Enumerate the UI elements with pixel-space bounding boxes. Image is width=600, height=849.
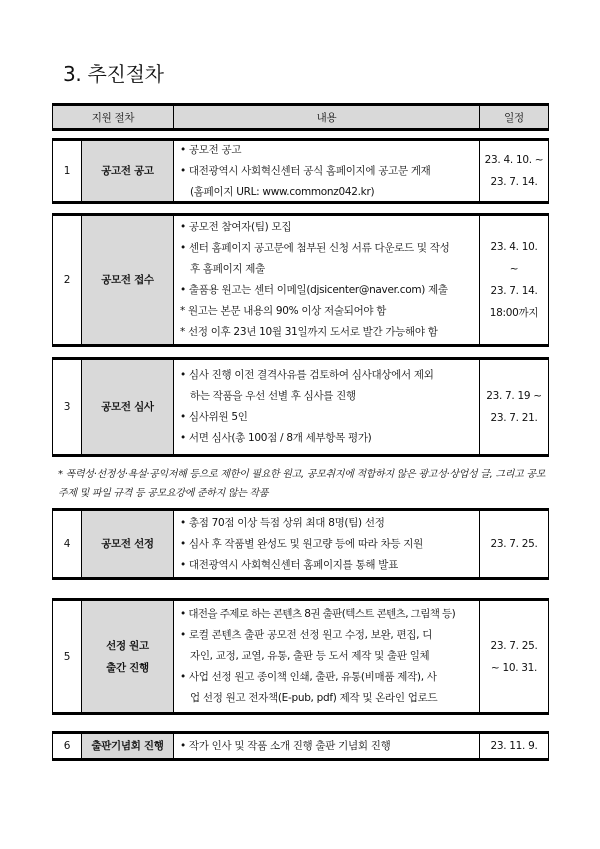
content-line: • 공모전 참여자(팀) 모집 [180, 221, 292, 233]
row-content [174, 216, 480, 344]
header-content: 내용 [174, 106, 480, 128]
row-number: 2 [53, 216, 82, 344]
content-line: • 출품용 원고는 센터 이메일(djsicenter@naver.com) 제출 [180, 284, 448, 296]
row-content [174, 141, 480, 201]
content-line: • 총점 70점 이상 득점 상위 최대 8명(팀) 선정 [180, 516, 385, 529]
exclusion-note: * 폭력성·선정성·욕설·공익저해 등으로 제한이 필요한 원고, 공모취지에 적합하지 않은 광고성·상업성 글, 그리고 공모주제 및 파일 규격 등 공모요강에 준하지 않는 작품 [58, 469, 546, 499]
step-name-line: 공모전 접수 [101, 274, 154, 286]
row-step-name [82, 216, 174, 344]
content-line: * 선정 이후 23년 10월 31일까지 도서로 발간 가능해야 함 [180, 326, 438, 338]
row-step-name [82, 360, 174, 454]
date-line: 23. 7. 14. [490, 285, 538, 297]
row-content [174, 601, 480, 712]
procedure-row-6 [52, 733, 549, 759]
header-step: 지원 절차 [53, 106, 174, 128]
step-name-line: 공모전 심사 [101, 401, 154, 413]
content-line: • 로컬 콘텐츠 출판 공모전 선정 원고 수정, 보완, 편집, 디 [180, 629, 433, 641]
row-number: 6 [53, 734, 82, 758]
step-name-line: 출판기념회 진행 [91, 740, 164, 752]
date-line: ~ [509, 263, 519, 275]
row-date [480, 734, 548, 758]
content-line: • 심사위원 5인 [180, 411, 248, 423]
content-line: 하는 작품을 우선 선별 후 심사를 진행 [190, 390, 356, 402]
content-line: 자인, 교정, 교열, 유통, 출판 등 도서 제작 및 출판 일체 [190, 650, 430, 662]
row-step-name [82, 141, 174, 201]
date-line: 23. 7. 21. [490, 412, 538, 424]
row-date [480, 216, 548, 344]
content-line: • 대전광역시 사회혁신센터 공식 홈페이지에 공고문 게재 [180, 164, 431, 177]
date-line: 23. 7. 25. [490, 538, 538, 550]
row-number: 4 [53, 511, 82, 577]
step-name-line: 공모전 선정 [101, 538, 154, 550]
procedure-row-2 [52, 215, 549, 345]
step-name-line: 선정 원고 [106, 639, 149, 652]
content-line: • 심사 후 작품별 완성도 및 원고량 등에 따라 차등 지원 [180, 537, 423, 550]
content-line: 업 선정 원고 전자책(E-pub, pdf) 제작 및 온라인 업로드 [190, 692, 438, 704]
content-line: • 대전광역시 사회혁신센터 홈페이지를 통해 발표 [180, 558, 398, 571]
procedure-row-5 [52, 600, 549, 713]
row-date [480, 141, 548, 201]
content-line: • 작가 인사 및 작품 소개 진행 출판 기념회 진행 [180, 739, 391, 752]
section-title: 3. 추진절차 [63, 62, 164, 86]
step-name-line: 공고전 공고 [101, 165, 154, 177]
date-line: 23. 7. 25. [490, 639, 538, 652]
row-step-name [82, 511, 174, 577]
row-number: 3 [53, 360, 82, 454]
date-line: 23. 11. 9. [490, 740, 538, 752]
content-line: • 심사 진행 이전 결격사유를 검토하여 심사대상에서 제외 [180, 369, 434, 381]
row-date [480, 601, 548, 712]
row-number: 1 [53, 141, 82, 201]
row-date [480, 511, 548, 577]
table-header [52, 105, 549, 129]
row-content [174, 511, 480, 577]
header-date: 일정 [480, 106, 548, 128]
procedure-row-4 [52, 510, 549, 578]
content-line: 후 홈페이지 제출 [190, 263, 265, 275]
row-number: 5 [53, 601, 82, 712]
date-line: 23. 7. 19 ~ [486, 390, 542, 402]
date-line: 23. 7. 14. [490, 176, 538, 188]
content-line: • 대전을 주제로 하는 콘텐츠 8권 출판(텍스트 콘텐츠, 그림책 등) [180, 608, 456, 620]
content-line: • 공모전 공고 [180, 143, 242, 156]
date-line: 23. 4. 10. ~ [484, 154, 544, 166]
row-content [174, 734, 480, 758]
content-line: • 사업 선정 원고 종이책 인쇄, 출판, 유통(비매품 제작), 사 [180, 671, 437, 683]
content-line: • 센터 홈페이지 공고문에 첨부된 신청 서류 다운로드 및 작성 [180, 242, 450, 254]
row-step-name [82, 601, 174, 712]
procedure-row-1 [52, 140, 549, 202]
row-step-name [82, 734, 174, 758]
row-date [480, 360, 548, 454]
date-line: ~ 10. 31. [490, 661, 538, 674]
content-line: (홈페이지 URL: www.commonz042.kr) [190, 185, 375, 198]
content-line: * 원고는 본문 내용의 90% 이상 저술되어야 함 [180, 305, 387, 317]
content-line: • 서면 심사(총 100점 / 8개 세부항목 평가) [180, 432, 372, 444]
step-name-line: 출간 진행 [106, 661, 149, 674]
procedure-row-3 [52, 359, 549, 455]
date-line: 23. 4. 10. [490, 241, 538, 253]
row-content [174, 360, 480, 454]
date-line: 18:00까지 [489, 307, 539, 319]
